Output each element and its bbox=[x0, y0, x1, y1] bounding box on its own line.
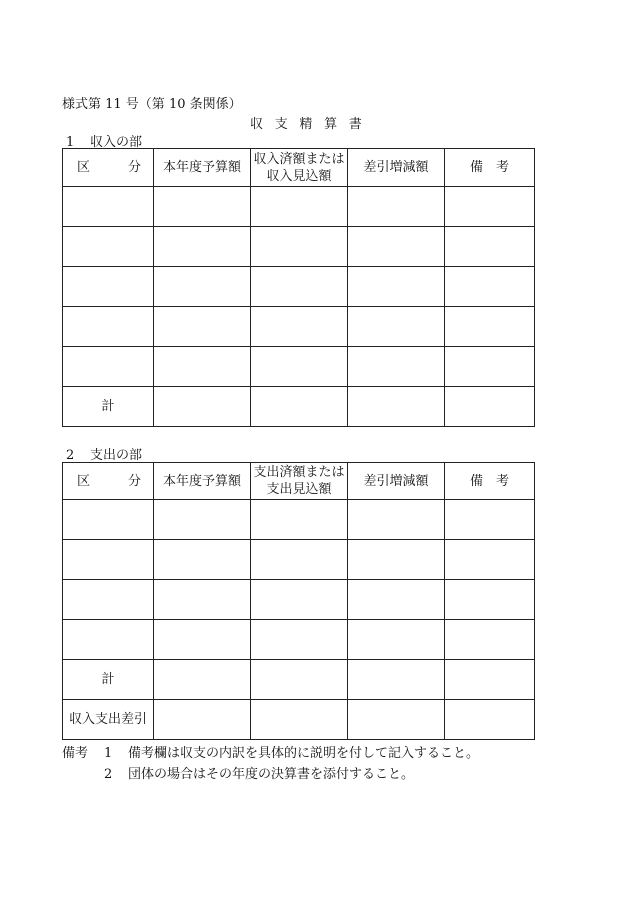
table-cell[interactable] bbox=[154, 227, 251, 267]
table-cell[interactable] bbox=[154, 187, 251, 227]
table-cell[interactable] bbox=[251, 307, 348, 347]
budget-header: 本年度予算額 bbox=[154, 149, 251, 187]
table-row bbox=[63, 580, 535, 620]
table-cell[interactable] bbox=[348, 227, 445, 267]
table-cell[interactable] bbox=[445, 387, 535, 427]
note-text: 団体の場合はその年度の決算書を添付すること。 bbox=[128, 767, 415, 782]
received-header: 収入済額または収入見込額 bbox=[251, 149, 348, 187]
income-table bbox=[62, 148, 535, 427]
expense-section-title: 支出の部 bbox=[90, 448, 143, 463]
table-row bbox=[63, 347, 535, 387]
table-cell[interactable] bbox=[154, 580, 251, 620]
table-cell[interactable] bbox=[251, 187, 348, 227]
table-cell[interactable] bbox=[445, 307, 535, 347]
expense-total-row bbox=[63, 660, 535, 700]
table-cell[interactable] bbox=[445, 500, 535, 540]
table-cell[interactable] bbox=[63, 307, 154, 347]
table-cell[interactable] bbox=[63, 620, 154, 660]
table-cell[interactable] bbox=[445, 540, 535, 580]
table-cell[interactable] bbox=[154, 500, 251, 540]
table-cell[interactable] bbox=[251, 500, 348, 540]
income-header-row bbox=[63, 149, 535, 187]
table-cell[interactable] bbox=[445, 660, 535, 700]
table-cell[interactable] bbox=[154, 267, 251, 307]
expense-table bbox=[62, 462, 535, 740]
difference-header: 差引増減額 bbox=[348, 149, 445, 187]
table-row bbox=[63, 267, 535, 307]
table-cell[interactable] bbox=[445, 620, 535, 660]
table-cell[interactable] bbox=[63, 500, 154, 540]
table-cell[interactable] bbox=[154, 700, 251, 740]
table-cell[interactable] bbox=[251, 267, 348, 307]
table-cell[interactable] bbox=[154, 347, 251, 387]
table-cell[interactable] bbox=[251, 347, 348, 387]
table-cell[interactable] bbox=[348, 500, 445, 540]
table-cell[interactable] bbox=[445, 227, 535, 267]
table-cell[interactable] bbox=[445, 700, 535, 740]
balance-row bbox=[63, 700, 535, 740]
note-number: 2 bbox=[104, 767, 113, 782]
notes-label: 備考 bbox=[62, 746, 89, 761]
table-cell[interactable] bbox=[154, 387, 251, 427]
table-cell[interactable] bbox=[348, 580, 445, 620]
expense-section-heading bbox=[66, 444, 142, 463]
total-label: 計 bbox=[63, 387, 154, 427]
table-cell[interactable] bbox=[348, 267, 445, 307]
table-cell[interactable] bbox=[251, 660, 348, 700]
table-cell[interactable] bbox=[348, 700, 445, 740]
table-cell[interactable] bbox=[445, 187, 535, 227]
table-row bbox=[63, 307, 535, 347]
table-cell[interactable] bbox=[445, 267, 535, 307]
expense-header-row bbox=[63, 463, 535, 500]
table-cell[interactable] bbox=[348, 387, 445, 427]
table-cell[interactable] bbox=[348, 307, 445, 347]
income-section-number: 1 bbox=[66, 135, 75, 150]
table-cell[interactable] bbox=[63, 347, 154, 387]
note-number: 1 bbox=[104, 746, 113, 761]
table-cell[interactable] bbox=[445, 580, 535, 620]
expense-section-number: 2 bbox=[66, 448, 75, 463]
table-cell[interactable] bbox=[251, 700, 348, 740]
category-header-b: 分 bbox=[127, 473, 141, 489]
form-number: 様式第 11 号（第 10 条関係） bbox=[62, 97, 242, 112]
category-header-a: 区 bbox=[77, 160, 91, 175]
table-cell[interactable] bbox=[348, 347, 445, 387]
table-cell[interactable] bbox=[154, 660, 251, 700]
table-cell[interactable] bbox=[63, 540, 154, 580]
table-cell[interactable] bbox=[348, 620, 445, 660]
note-text: 備考欄は収支の内訳を具体的に説明を付して記入すること。 bbox=[128, 746, 480, 761]
table-row bbox=[63, 187, 535, 227]
table-cell[interactable] bbox=[63, 580, 154, 620]
table-cell[interactable] bbox=[251, 620, 348, 660]
balance-label: 収入支出差引 bbox=[63, 700, 154, 740]
income-section-title: 収入の部 bbox=[90, 135, 143, 150]
table-cell[interactable] bbox=[251, 540, 348, 580]
table-cell[interactable] bbox=[63, 267, 154, 307]
remarks-header: 備 考 bbox=[445, 463, 535, 500]
budget-header: 本年度予算額 bbox=[154, 463, 251, 500]
category-header-a: 区 bbox=[77, 473, 91, 489]
difference-header: 差引増減額 bbox=[348, 463, 445, 500]
total-label: 計 bbox=[63, 660, 154, 700]
table-cell[interactable] bbox=[348, 660, 445, 700]
table-cell[interactable] bbox=[63, 227, 154, 267]
table-cell[interactable] bbox=[154, 540, 251, 580]
table-cell[interactable] bbox=[251, 580, 348, 620]
note-item bbox=[62, 742, 479, 761]
table-cell[interactable] bbox=[251, 227, 348, 267]
table-cell[interactable] bbox=[445, 347, 535, 387]
table-cell[interactable] bbox=[154, 620, 251, 660]
spent-header: 支出済額または支出見込額 bbox=[251, 463, 348, 500]
table-cell[interactable] bbox=[348, 187, 445, 227]
category-header bbox=[63, 149, 154, 187]
table-cell[interactable] bbox=[63, 187, 154, 227]
table-cell[interactable] bbox=[251, 387, 348, 427]
table-cell[interactable] bbox=[348, 540, 445, 580]
table-row bbox=[63, 620, 535, 660]
table-row bbox=[63, 227, 535, 267]
category-header-b: 分 bbox=[127, 160, 141, 175]
category-header bbox=[63, 463, 154, 500]
table-row bbox=[63, 540, 535, 580]
table-row bbox=[63, 500, 535, 540]
note-item bbox=[62, 763, 414, 782]
income-total-row bbox=[63, 387, 535, 427]
document-title: 収支精算書 bbox=[250, 117, 374, 132]
table-cell[interactable] bbox=[154, 307, 251, 347]
remarks-header: 備 考 bbox=[445, 149, 535, 187]
